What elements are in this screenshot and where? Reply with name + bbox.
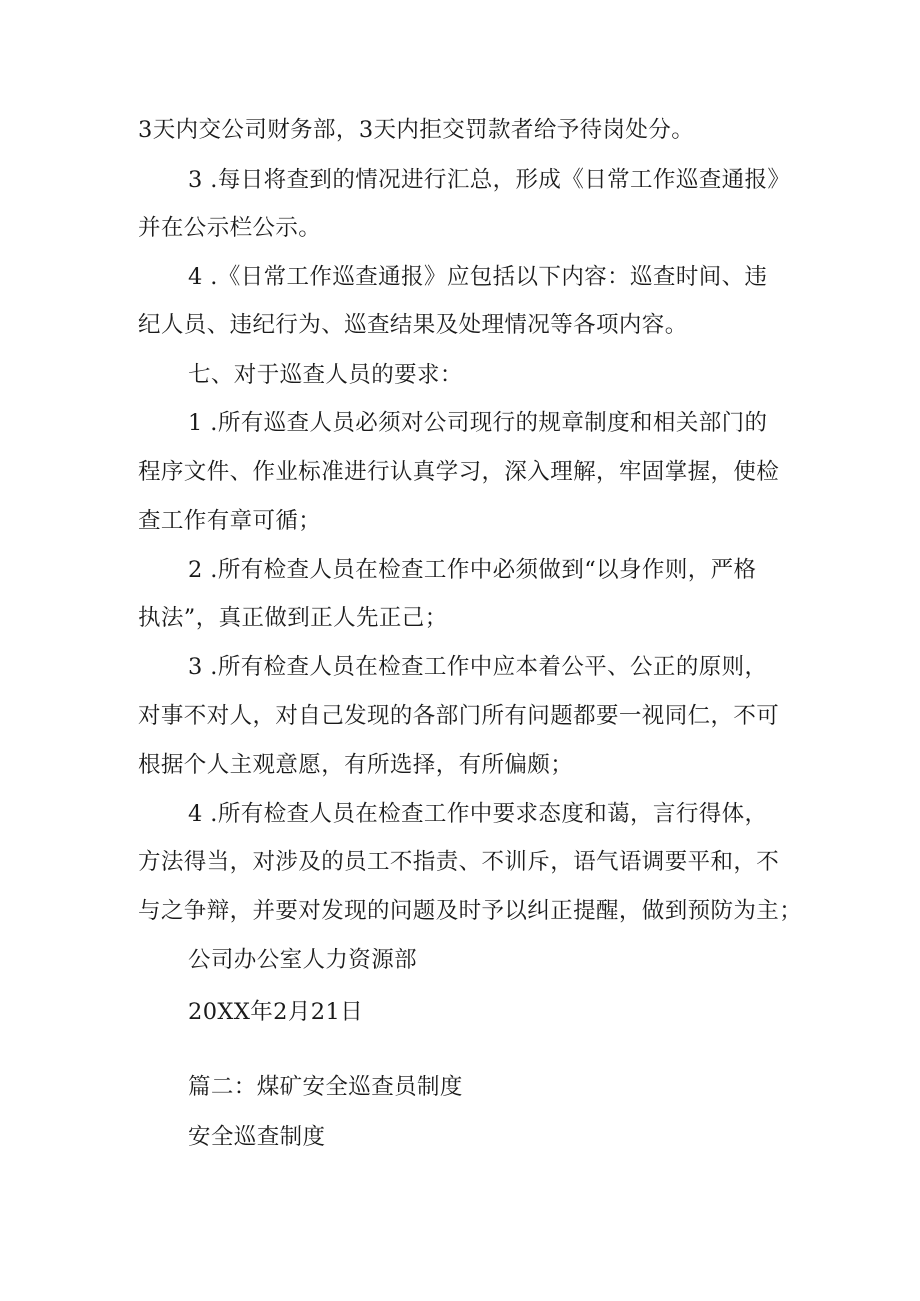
text-line: 2 .所有检查人员在检查工作中必须做到“以身作则，严格 xyxy=(188,557,757,583)
text-line: 查工作有章可循； xyxy=(138,508,322,534)
text-line: 3天内交公司财务部，3天内拒交罚款者给予待岗处分。 xyxy=(138,117,695,143)
signature-department: 公司办公室人力资源部 xyxy=(188,947,418,973)
section-heading: 七、对于巡查人员的要求： xyxy=(188,362,463,388)
text-line: 执法”，真正做到正人先正己； xyxy=(138,605,448,631)
text-line: 并在公示栏公示。 xyxy=(138,215,322,241)
chapter-title: 篇二：煤矿安全巡查员制度 xyxy=(188,1074,463,1100)
text-line: 程序文件、作业标准进行认真学习，深入理解，牢固掌握，使检 xyxy=(138,459,780,485)
section-title: 安全巡查制度 xyxy=(188,1124,326,1150)
text-line: 3 .每日将查到的情况进行汇总，形成《日常工作巡查通报》 xyxy=(188,167,791,193)
text-line: 根据个人主观意愿，有所选择，有所偏颇； xyxy=(138,752,574,778)
text-line: 3 .所有检查人员在检查工作中应本着公平、公正的原则， xyxy=(188,654,768,680)
text-line: 4 .《日常工作巡查通报》应包括以下内容：巡查时间、违 xyxy=(188,264,768,290)
text-line: 4 .所有检查人员在检查工作中要求态度和蔼，言行得体， xyxy=(188,801,768,827)
text-line: 1 .所有巡查人员必须对公司现行的规章制度和相关部门的 xyxy=(188,410,768,436)
text-line: 与之争辩，并要对发现的问题及时予以纠正提醒，做到预防为主； xyxy=(138,898,803,924)
signature-date: 20XX年2月21日 xyxy=(188,999,364,1025)
text-line: 方法得当，对涉及的员工不指责、不训斥，语气语调要平和，不 xyxy=(138,849,780,875)
text-line: 纪人员、违纪行为、巡查结果及处理情况等各项内容。 xyxy=(138,312,688,338)
text-line: 对事不对人，对自己发现的各部门所有问题都要一视同仁，不可 xyxy=(138,703,780,729)
